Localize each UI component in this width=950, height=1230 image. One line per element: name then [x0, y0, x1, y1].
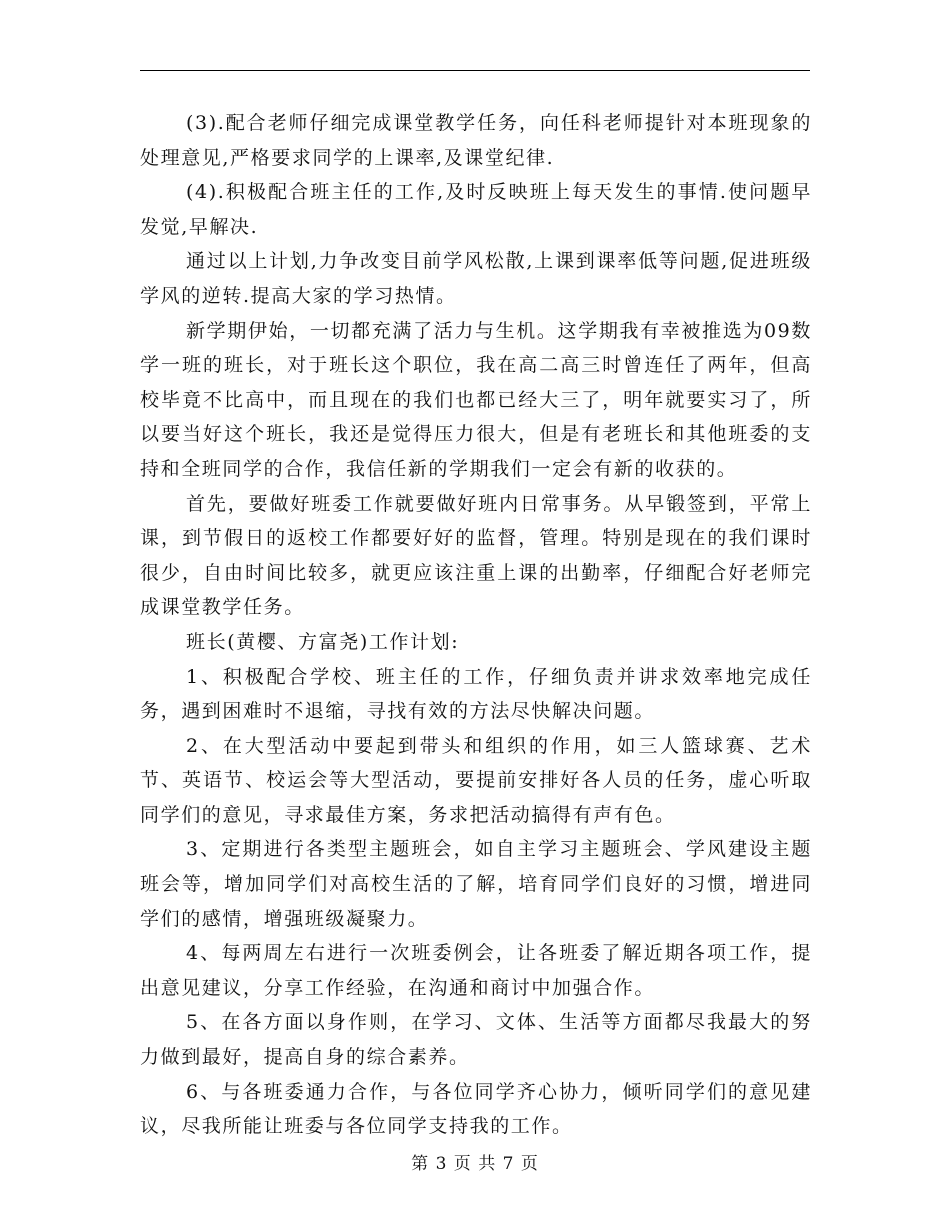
list-item: 4、每两周左右进行一次班委例会，让各班委了解近期各项工作，提出意见建议，分享工作经验，在沟通和商讨中加强合作。 — [140, 942, 812, 999]
list-item: 2、在大型活动中要起到带头和组织的作用，如三人篮球赛、艺术节、英语节、校运会等大型活动，要提前安排好各人员的任务，虚心听取同学们的意见，寻求最佳方案，务求把活动搞得有声有色。 — [140, 734, 812, 826]
header-rule — [140, 70, 810, 71]
section-heading: 班长(黄樱、方富尧)工作计划: — [186, 630, 460, 653]
list-item: 6、与各班委通力合作，与各位同学齐心协力，倾听同学们的意见建议，尽我所能让班委与各位同学支持我的工作。 — [140, 1080, 812, 1138]
list-item: 3、定期进行各类型主题班会，如自主学习主题班会、学风建设主题班会等，增加同学们对高校生活的了解，培育同学们良好的习惯，增进同学们的感情，增强班级凝聚力。 — [140, 838, 812, 930]
page-number-footer: 第 3 页 共 7 页 — [411, 1154, 539, 1174]
paragraph: 通过以上计划,力争改变目前学风松散,上课到课率低等问题,促进班级学风的逆转.提高大家的学习热情。 — [140, 250, 812, 307]
list-item: 1、积极配合学校、班主任的工作，仔细负责并讲求效率地完成任务，遇到困难时不退缩，寻找有效的方法尽快解决问题。 — [140, 665, 812, 723]
document-body — [140, 106, 812, 1144]
paragraph: (3).配合老师仔细完成课堂教学任务，向任科老师提针对本班现象的处理意见,严格要求同学的上课率,及课堂纪律. — [140, 112, 812, 169]
paragraph: 首先，要做好班委工作就要做好班内日常事务。从早锻签到，平常上课，到节假日的返校工作都要好好的监督，管理。特别是现在的我们课时很少，自由时间比较多，就更应该注重上课的出勤率，仔细配合好老师完成课堂教学任务。 — [140, 492, 812, 619]
paragraph: (4).积极配合班主任的工作,及时反映班上每天发生的事情.使问题早发觉,早解决. — [140, 181, 812, 238]
paragraph: 新学期伊始，一切都充满了活力与生机。这学期我有幸被推选为09数学一班的班长，对于班长这个职位，我在高二高三时曾连任了两年，但高校毕竟不比高中，而且现在的我们也都已经大三了，明年就要实习了，所以要当好这个班长，我还是觉得压力很大，但是有老班长和其他班委的支持和全班同学的合作，我信任新的学期我们一定会有新的收获的。 — [140, 319, 812, 480]
list-item: 5、在各方面以身作则，在学习、文体、生活等方面都尽我最大的努力做到最好，提高自身的综合素养。 — [140, 1011, 812, 1069]
